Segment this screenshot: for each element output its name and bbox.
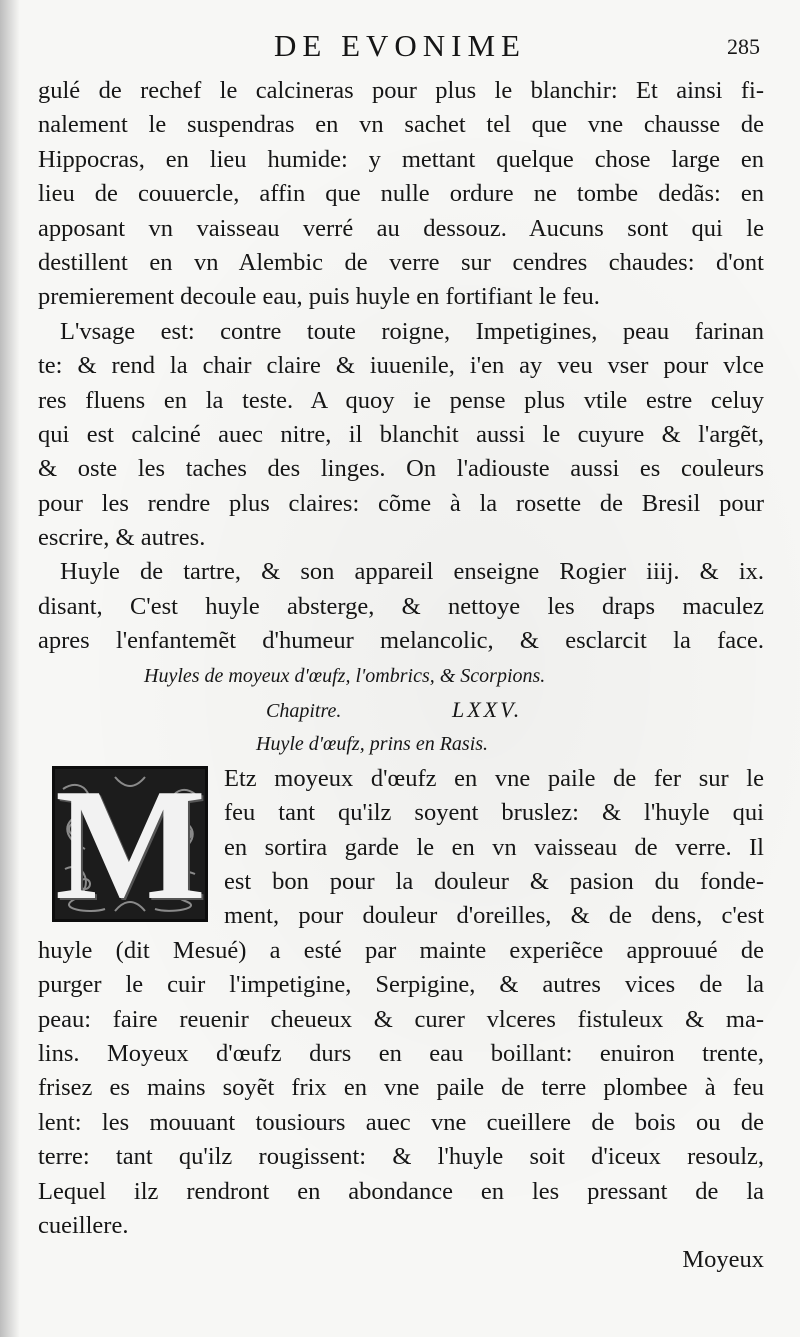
initial-paragraph-lines [224, 762, 764, 934]
chapter-heading [38, 693, 764, 727]
catchword: Moyeux [682, 1246, 764, 1274]
text-line: huyle (dit Mesué) a esté par mainte experiẽce approuué de [38, 936, 764, 964]
text-line: en sortira garde le en vn vaisseau de verre. Il [224, 833, 764, 861]
text-line: feu tant qu'ilz soyent bruslez: & l'huyle qui [224, 799, 764, 827]
text-line: Lequel ilz rendront en abondance en les pressant de la [38, 1177, 764, 1205]
text-line: L'vsage est: contre toute roigne, Impetigines, peau farinan [60, 317, 764, 345]
page-gutter-shadow [0, 0, 20, 1337]
paragraph-3 [38, 555, 764, 658]
paragraph-with-initial [38, 754, 764, 934]
paragraph-2 [38, 315, 764, 556]
text-line: lins. Moyeux d'œufz durs en eau boillant: enuiron trente, [38, 1039, 764, 1067]
text-line: pour les rendre plus claires: cõme à la rosette de Bresil pour [38, 489, 764, 517]
text-line: nalement le suspendras en vn sachet tel que vne chausse de [38, 111, 764, 139]
text-line: lieu de couuercle, affin que nulle ordure ne tombe dedãs: en [38, 180, 764, 208]
decorated-initial-m [52, 754, 208, 933]
text-line: cueillere. [38, 1211, 129, 1239]
text-line: premierement decoule eau, puis huyle en fortifiant le feu. [38, 283, 600, 311]
text-line: res fluens en la teste. A quoy ie pense plus vtile estre celuy [38, 386, 764, 414]
text-line: Hippocras, en lieu humide: y mettant quelque chose large en [38, 145, 764, 173]
page-number: 285 [727, 34, 760, 59]
text-line: lent: les mouuant tousiours auec vne cueillere de bois ou de [38, 1108, 764, 1136]
paragraph-continued [38, 934, 764, 1244]
text-line: & oste les taches des linges. On l'adiouste aussi es couleurs [38, 455, 764, 483]
running-head [0, 26, 800, 70]
text-line: te: & rend la chair claire & iuuenile, i'en ay veu vser pour vlce [38, 352, 764, 380]
text-line: terre: tant qu'ilz rougissent: & l'huyle soit d'iceux resoulz, [38, 1143, 764, 1171]
text-line: est bon pour la douleur & pasion du fonde- [224, 867, 764, 895]
text-line: gulé de rechef le calcineras pour plus le blanchir: Et ainsi fi- [38, 77, 764, 104]
text-line: purger le cuir l'impetigine, Serpigine, & autres vices de la [38, 971, 764, 999]
section-title: Huyles de moyeux d'œufz, l'ombrics, & Scorpions. [144, 664, 546, 687]
running-head-title: DE EVONIME [274, 28, 526, 63]
paragraph-1 [38, 74, 764, 315]
section-subtitle: Huyle d'œufz, prins en Rasis. [256, 733, 489, 756]
body-text [38, 74, 764, 1278]
text-line: Huyle de tartre, & son appareil enseigne Rogier iiij. & ix. [60, 558, 764, 586]
text-line: destillent en vn Alembic de verre sur cendres chaudes: d'ont [38, 248, 764, 276]
text-line: apposant vn vaisseau verré au dessouz. Aucuns sont qui le [38, 214, 764, 242]
text-line: qui est calciné auec nitre, il blanchit aussi le cuyure & l'argẽt, [38, 420, 764, 448]
initial-letter: M [55, 754, 207, 933]
chapter-word: Chapitre. [266, 700, 342, 723]
text-line: frisez es mains soyẽt frix en vne paile de terre plombee à feu [38, 1074, 764, 1102]
chapter-number: LXXV. [452, 697, 523, 723]
text-line: peau: faire reuenir cheueux & curer vlceres fistuleux & ma- [38, 1005, 764, 1033]
text-line: apres l'enfantemẽt d'humeur melancolic, & esclarcit la face. [38, 627, 764, 655]
text-line: escrire, & autres. [38, 524, 206, 552]
text-line: ment, pour douleur d'oreilles, & de dens, c'est [224, 902, 764, 930]
text-line: Etz moyeux d'œufz en vne paile de fer sur le [224, 764, 764, 792]
text-line: disant, C'est huyle absterge, & nettoye les draps maculez [38, 592, 764, 620]
